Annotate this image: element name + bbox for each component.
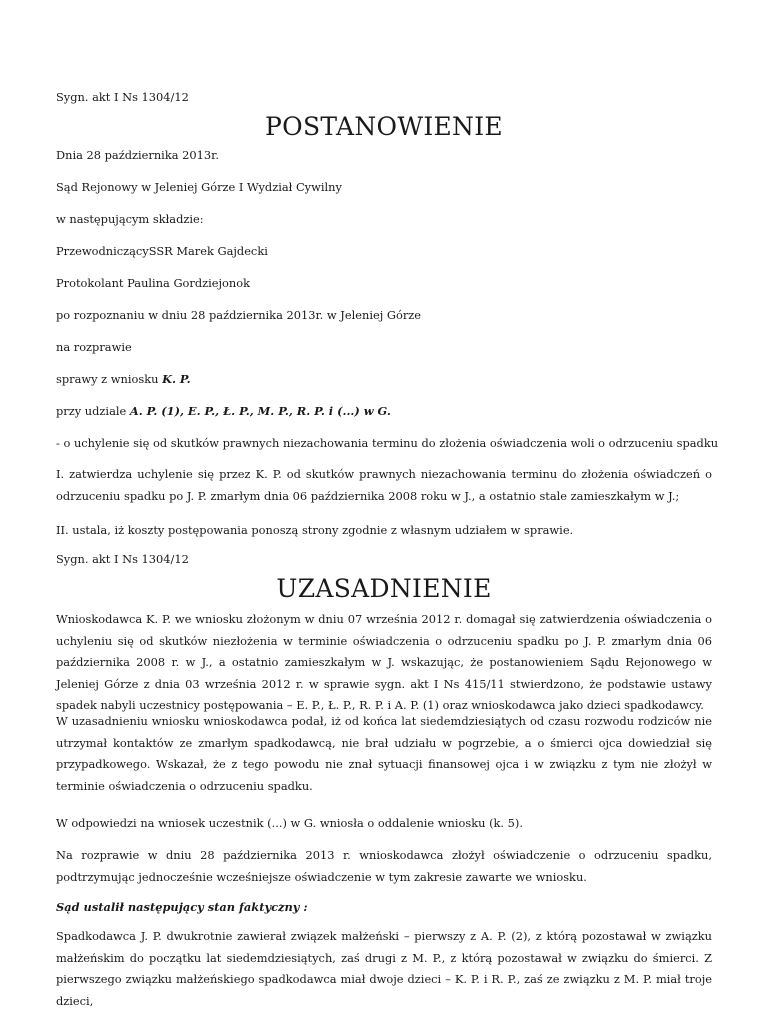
facts-heading: Sąd ustalił następujący stan faktyczny : — [56, 900, 308, 914]
motion-party: K. P. — [162, 372, 191, 386]
justification-paragraph: Spadkodawca J. P. dwukrotnie zawierał związek małżeński – pierwszy z A. P. (2), z którą pozostawał w związku małżeńskim do początku lat siedemdziesiątych, zaś drugi z M. P., z którą pozostawał w związku do śmierci. Z pierwszego związku małżeńskiego spadkodawca miał dwoje dzieci – K. P. i R. P., zaś ze związku z M. P. miał troje dzieci, — [56, 929, 712, 1008]
participants-line — [56, 404, 391, 419]
justification-paragraph: Wnioskodawca K. P. we wniosku złożonym w dniu 07 września 2012 r. domagał się zatwierdzenia oświadczenia o uchyleniu się od skutków niezłożenia w terminie oświadczenia o odrzuceniu spadku po J. P. zmarłym dnia 06 października 2008 r. w J., a ostatnio zamieszkałym w J. wskazując, że postanowieniem Sądu Rejonowego w Jeleniej Górze z dnia 03 września 2012 r. w sprawie sygn. akt I Ns 415/11 stwierdzono, że podstawie ustawy spadek nabyli uczestnicy postępowania – E. P., Ł. P., R. P. i A. P. (1) oraz wnioskodawca jako dzieci spadkodawcy. — [56, 612, 712, 712]
justification-title: UZASADNIENIE — [276, 574, 492, 603]
chair-judge: PrzewodniczącySSR Marek Gajdecki — [56, 244, 268, 258]
participants-names: A. P. (1), E. P., Ł. P., M. P., R. P. i (...) w G. — [129, 404, 391, 418]
participants-prefix: przy udziale — [56, 404, 130, 418]
document-title: POSTANOWIENIE — [265, 112, 503, 141]
justification-case-number: Sygn. akt I Ns 1304/12 — [56, 552, 189, 566]
court-name: Sąd Rejonowy w Jeleniej Górze I Wydział Cywilny — [56, 180, 342, 194]
justification-paragraph: W odpowiedzi na wniosek uczestnik (...) w G. wniosła o oddalenie wniosku (k. 5). — [56, 816, 523, 830]
session-type: na rozprawie — [56, 340, 132, 354]
ruling-date: Dnia 28 października 2013r. — [56, 148, 219, 162]
court-clerk: Protokolant Paulina Gordziejonok — [56, 276, 251, 290]
motion-line — [56, 372, 191, 387]
justification-paragraph: Na rozprawie w dniu 28 października 2013 r. wnioskodawca złożył oświadczenie o odrzuceniu spadku, podtrzymując jednocześnie wcześniejsze oświadczenie w tym zakresie zawarte we wniosku. — [56, 848, 712, 884]
justification-paragraph: W uzasadnieniu wniosku wnioskodawca podał, iż od końca lat siedemdziesiątych od czasu rozwodu rodziców nie utrzymał kontaktów ze zmarłym spadkodawcą, nie brał udziału w pogrzebie, a o śmierci ojca dowiedział się przypadkowego. Wskazał, że z tego powodu nie znał sytuacji finansowej ojca i w związku z tym nie złożył w terminie oświadczenia o odrzuceniu spadku. — [56, 714, 712, 793]
ruling-item-1: I. zatwierdza uchylenie się przez K. P. od skutków prawnych niezachowania terminu do złożenia oświadczeń o odrzuceniu spadku po J. P. zmarłym dnia 06 października 2008 roku w J., a ostatnio stale zamieszkałym w J.; — [56, 467, 712, 503]
composition-intro: w następującym składzie: — [56, 212, 204, 226]
hearing-info: po rozpoznaniu w dniu 28 października 2013r. w Jeleniej Górze — [56, 308, 421, 322]
case-number: Sygn. akt I Ns 1304/12 — [56, 90, 189, 104]
motion-prefix: sprawy z wniosku — [56, 372, 163, 386]
case-subject: - o uchylenie się od skutków prawnych niezachowania terminu do złożenia oświadczenia woli o odrzuceniu spadku — [56, 436, 719, 450]
ruling-item-2: II. ustala, iż koszty postępowania ponoszą strony zgodnie z własnym udziałem w sprawie. — [56, 523, 574, 537]
